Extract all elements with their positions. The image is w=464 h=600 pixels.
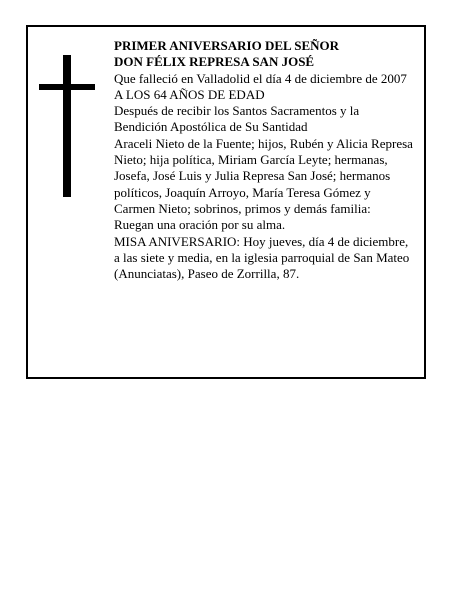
cross-horizontal-bar (39, 84, 95, 90)
obituary-text (114, 38, 414, 282)
mass-info: MISA ANIVERSARIO: Hoy jueves, día 4 de diciembre, a las siete y media, en la iglesia parroquial de San Mateo (Anunciatas), Paseo de Zorrilla, 87. (114, 233, 410, 282)
cross-vertical-bar (63, 55, 71, 197)
notice-title-line2: DON FÉLIX REPRESA SAN JOSÉ (114, 54, 315, 70)
death-info: Que falleció en Valladolid el día 4 de diciembre de 2007 (114, 70, 407, 86)
age-line: A LOS 64 AÑOS DE EDAD (114, 86, 265, 102)
sacraments-line: Después de recibir los Santos Sacramentos y la Bendición Apostólica de Su Santidad (114, 103, 360, 135)
family-list: Araceli Nieto de la Fuente; hijos, Rubén y Alicia Represa Nieto; hija política, Miriam García Leyte; hermanas, Josefa, José Luis y Julia Represa San José; hermanos políticos, Joaquín Arroyo, María Teresa Gómez y Carmen Nieto; sobrinos, primos y demás familia: (114, 135, 413, 216)
notice-title-line1: PRIMER ANIVERSARIO DEL SEÑOR (114, 38, 340, 53)
prayer-request: Ruegan una oración por su alma. (114, 217, 286, 233)
